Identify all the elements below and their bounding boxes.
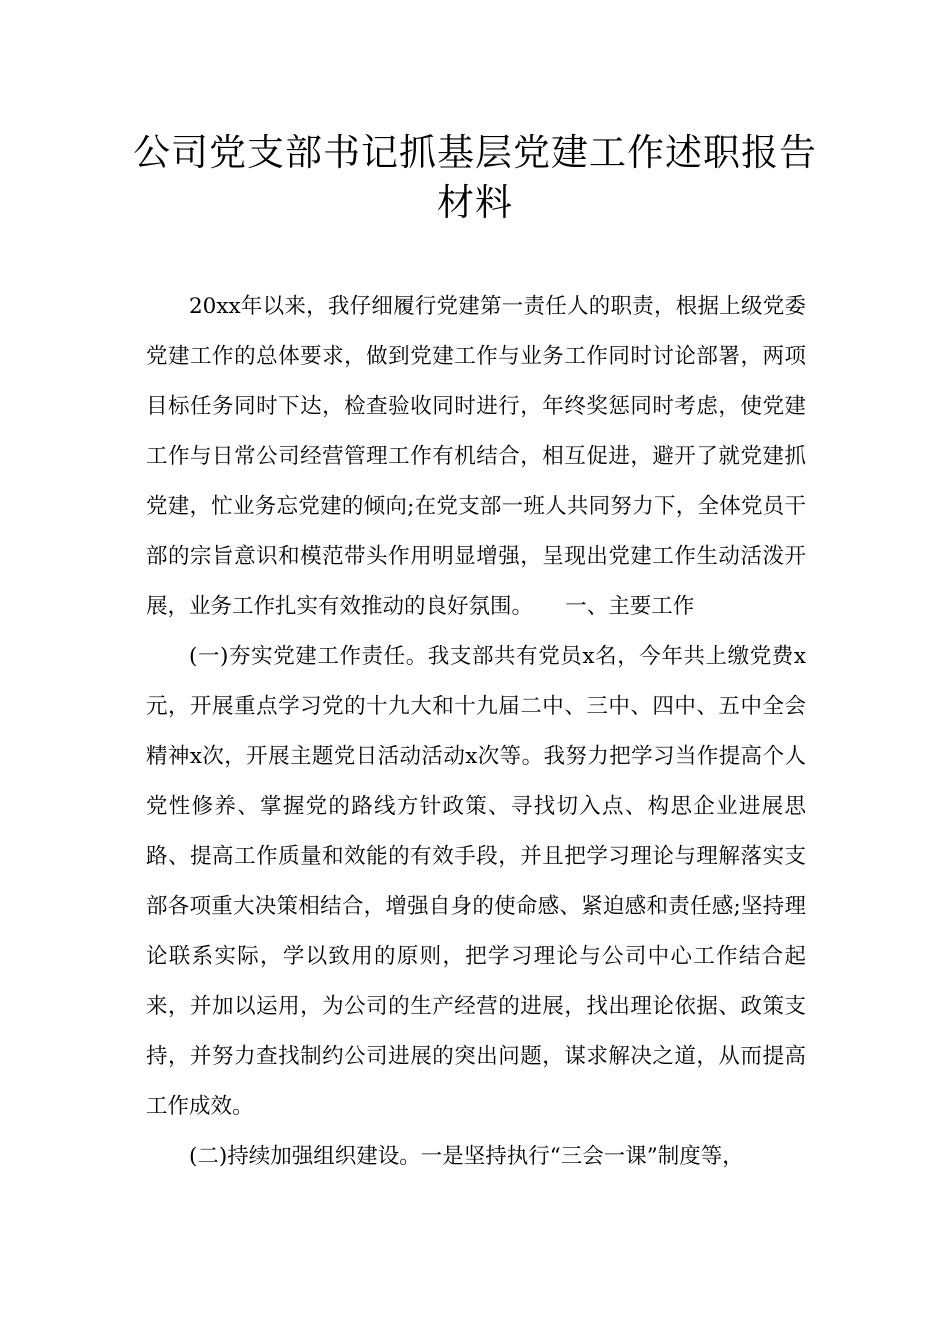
- document-title: 公司党支部书记抓基层党建工作述职报告材料: [133, 131, 817, 224]
- paragraph-section-2: (二)持续加强组织建设。一是坚持执行“三会一课”制度等，: [189, 1144, 744, 1169]
- paragraph-intro: 20xx年以来，我仔细履行党建第一责任人的职责，根据上级党委党建工作的总体要求，做到党建工作与业务工作同时讨论部署，两项目标任务同时下达，检查验收同时进行，年终奖惩同时考虑，使党建工作与日常公司经营管理工作有机结合，相互促进，避开了就党建抓党建，忙业务忘党建的倾向;在党支部一班人共同努力下，全体党员干部的宗旨意识和模范带头作用明显增强，呈现出党建工作生动活泼开展，业务工作扎实有效推动的良好氛围。 一、主要工作: [146, 294, 806, 619]
- document-body: [146, 282, 806, 1182]
- paragraph-section-1: (一)夯实党建工作责任。我支部共有党员x名，今年共上缴党费x元，开展重点学习党的十九大和十九届二中、三中、四中、五中全会精神x次，开展主题党日活动活动x次等。我努力把学习当作提高个人党性修养、掌握党的路线方针政策、寻找切入点、构思企业进展思路、提高工作质量和效能的有效手段，并且把学习理论与理解落实支部各项重大决策相结合，增强自身的使命感、紧迫感和责任感;坚持理论联系实际，学以致用的原则，把学习理论与公司中心工作结合起来，并加以运用，为公司的生产经营的进展，找出理论依据、政策支持，并努力查找制约公司进展的突出问题，谋求解决之道，从而提高工作成效。: [146, 644, 806, 1119]
